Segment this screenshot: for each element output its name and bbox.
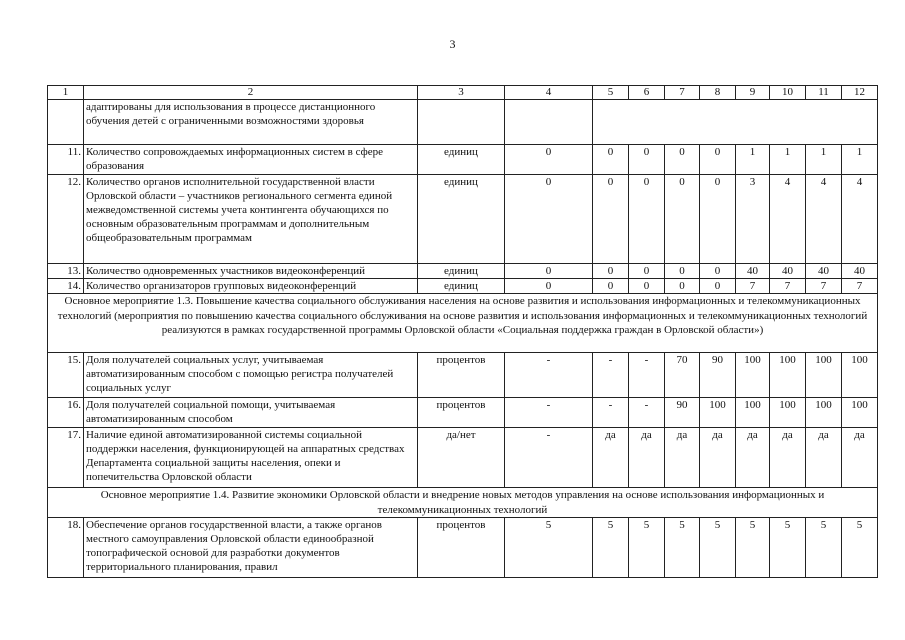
indicator-name: Количество организаторов групповых видеоконференций (84, 279, 418, 294)
value-cell: 5 (842, 518, 878, 578)
unit-cell: единиц (418, 264, 505, 279)
value-cell: 0 (593, 175, 629, 264)
value-cell: - (505, 353, 593, 398)
value-cell: - (629, 353, 665, 398)
header-row (48, 86, 878, 100)
row-number: 16. (48, 398, 84, 428)
value-cell: 0 (629, 175, 665, 264)
row-number: 14. (48, 279, 84, 294)
value-cell: 100 (842, 398, 878, 428)
column-header: 1 (48, 86, 84, 100)
value-cell: 100 (770, 398, 806, 428)
value-cell: 5 (700, 518, 736, 578)
unit-cell: процентов (418, 518, 505, 578)
table-row (48, 264, 878, 279)
value-cell: 1 (770, 145, 806, 175)
column-header: 7 (665, 86, 700, 100)
value-cell: 0 (505, 175, 593, 264)
column-header: 2 (84, 86, 418, 100)
value-cell: 100 (806, 398, 842, 428)
value-cell: 3 (736, 175, 770, 264)
row-number: 18. (48, 518, 84, 578)
value-cell: - (593, 353, 629, 398)
indicator-name: адаптированы для использования в процессе дистанционного обучения детей с ограниченными возможностями здоровья (84, 100, 418, 145)
value-cell: - (505, 428, 593, 488)
value-cell: 100 (770, 353, 806, 398)
value-cell: 5 (736, 518, 770, 578)
value-cell: да (842, 428, 878, 488)
value-cell: 1 (736, 145, 770, 175)
row-number: 15. (48, 353, 84, 398)
value-cell: 0 (700, 279, 736, 294)
value-cell: 40 (842, 264, 878, 279)
value-cell (505, 100, 593, 145)
value-cell: 5 (505, 518, 593, 578)
value-cell: 0 (593, 145, 629, 175)
value-cell: 0 (505, 145, 593, 175)
value-cell: 0 (629, 145, 665, 175)
column-header: 5 (593, 86, 629, 100)
value-cell: 4 (770, 175, 806, 264)
indicator-name: Количество одновременных участников видеоконференций (84, 264, 418, 279)
value-cell: 0 (629, 279, 665, 294)
value-cell: 40 (806, 264, 842, 279)
unit-cell: единиц (418, 279, 505, 294)
value-cell: 40 (770, 264, 806, 279)
value-cell (593, 100, 878, 145)
row-number: 17. (48, 428, 84, 488)
value-cell: да (593, 428, 629, 488)
value-cell: 7 (770, 279, 806, 294)
value-cell: 100 (736, 398, 770, 428)
unit-cell: процентов (418, 353, 505, 398)
value-cell: 40 (736, 264, 770, 279)
indicator-name: Количество органов исполнительной государственной власти Орловской области – участников регионального сегмента единой межведомственной системы учета контингента обучающихся по основным образовательным программам и дополнительным общеобразовательным программам (84, 175, 418, 264)
value-cell: да (629, 428, 665, 488)
unit-cell: единиц (418, 145, 505, 175)
continuation-row (48, 100, 878, 145)
value-cell: 7 (806, 279, 842, 294)
value-cell: 0 (505, 264, 593, 279)
column-header: 8 (700, 86, 736, 100)
value-cell: 70 (665, 353, 700, 398)
unit-cell (418, 100, 505, 145)
value-cell: 5 (629, 518, 665, 578)
value-cell: 5 (806, 518, 842, 578)
value-cell: 7 (842, 279, 878, 294)
indicator-name: Доля получателей социальной помощи, учитываемая автоматизированным способом (84, 398, 418, 428)
value-cell: 5 (770, 518, 806, 578)
value-cell: 7 (736, 279, 770, 294)
value-cell: 5 (593, 518, 629, 578)
table-row (48, 518, 878, 578)
value-cell: 100 (806, 353, 842, 398)
column-header: 9 (736, 86, 770, 100)
column-header: 10 (770, 86, 806, 100)
value-cell: 0 (665, 145, 700, 175)
value-cell: 0 (505, 279, 593, 294)
table-row (48, 353, 878, 398)
section-row (48, 294, 878, 353)
row-number: 11. (48, 145, 84, 175)
value-cell: 90 (700, 353, 736, 398)
value-cell: да (736, 428, 770, 488)
column-header: 3 (418, 86, 505, 100)
value-cell: 1 (842, 145, 878, 175)
indicators-table (47, 85, 878, 578)
row-number: 13. (48, 264, 84, 279)
table-row (48, 279, 878, 294)
value-cell: - (593, 398, 629, 428)
unit-cell: да/нет (418, 428, 505, 488)
indicator-name: Доля получателей социальных услуг, учитываемая автоматизированным способом с помощью регистра получателей социальных услуг (84, 353, 418, 398)
value-cell: 1 (806, 145, 842, 175)
column-header: 6 (629, 86, 665, 100)
value-cell: 100 (700, 398, 736, 428)
value-cell: - (505, 398, 593, 428)
value-cell: 0 (629, 264, 665, 279)
row-number: 12. (48, 175, 84, 264)
indicator-name: Количество сопровождаемых информационных систем в сфере образования (84, 145, 418, 175)
value-cell: да (665, 428, 700, 488)
value-cell: 5 (665, 518, 700, 578)
value-cell: 90 (665, 398, 700, 428)
value-cell: 0 (700, 175, 736, 264)
column-header: 12 (842, 86, 878, 100)
column-header: 11 (806, 86, 842, 100)
value-cell: 0 (665, 175, 700, 264)
value-cell: да (770, 428, 806, 488)
value-cell: да (700, 428, 736, 488)
value-cell: 0 (593, 264, 629, 279)
value-cell: 0 (700, 145, 736, 175)
row-number (48, 100, 84, 145)
page-number: 3 (449, 37, 456, 51)
value-cell: 0 (700, 264, 736, 279)
value-cell: 100 (736, 353, 770, 398)
value-cell: 4 (842, 175, 878, 264)
unit-cell: единиц (418, 175, 505, 264)
indicator-name: Наличие единой автоматизированной системы социальной поддержки населения, функционирующей на аппаратных средствах Департамента социальной защиты населения, опеки и попечительства Орловской области (84, 428, 418, 488)
value-cell: - (629, 398, 665, 428)
value-cell: да (806, 428, 842, 488)
value-cell: 4 (806, 175, 842, 264)
value-cell: 100 (842, 353, 878, 398)
table-row (48, 145, 878, 175)
section-title: Основное мероприятие 1.3. Повышение качества социального обслуживания населения на основе развития и использования информационных и телекоммуникационных технологий (мероприятия по повышению качества социального обслуживания на основе развития и использования информационных и телекоммуникационных технологий реализуются в рамках государственной программы Орловской области «Социальная поддержка граждан в Орловской области») (48, 294, 878, 353)
value-cell: 0 (665, 264, 700, 279)
table-row (48, 175, 878, 264)
indicator-name: Обеспечение органов государственной власти, а также органов местного самоуправления Орловской области единообразной топографической основой для разработки документов территориального планирования, правил (84, 518, 418, 578)
value-cell: 0 (593, 279, 629, 294)
column-header: 4 (505, 86, 593, 100)
table-row (48, 428, 878, 488)
unit-cell: процентов (418, 398, 505, 428)
value-cell: 0 (665, 279, 700, 294)
table-row (48, 398, 878, 428)
section-row (48, 488, 878, 518)
section-title: Основное мероприятие 1.4. Развитие экономики Орловской области и внедрение новых методов управления на основе использования информационных и телекоммуникационных технологий (48, 488, 878, 518)
